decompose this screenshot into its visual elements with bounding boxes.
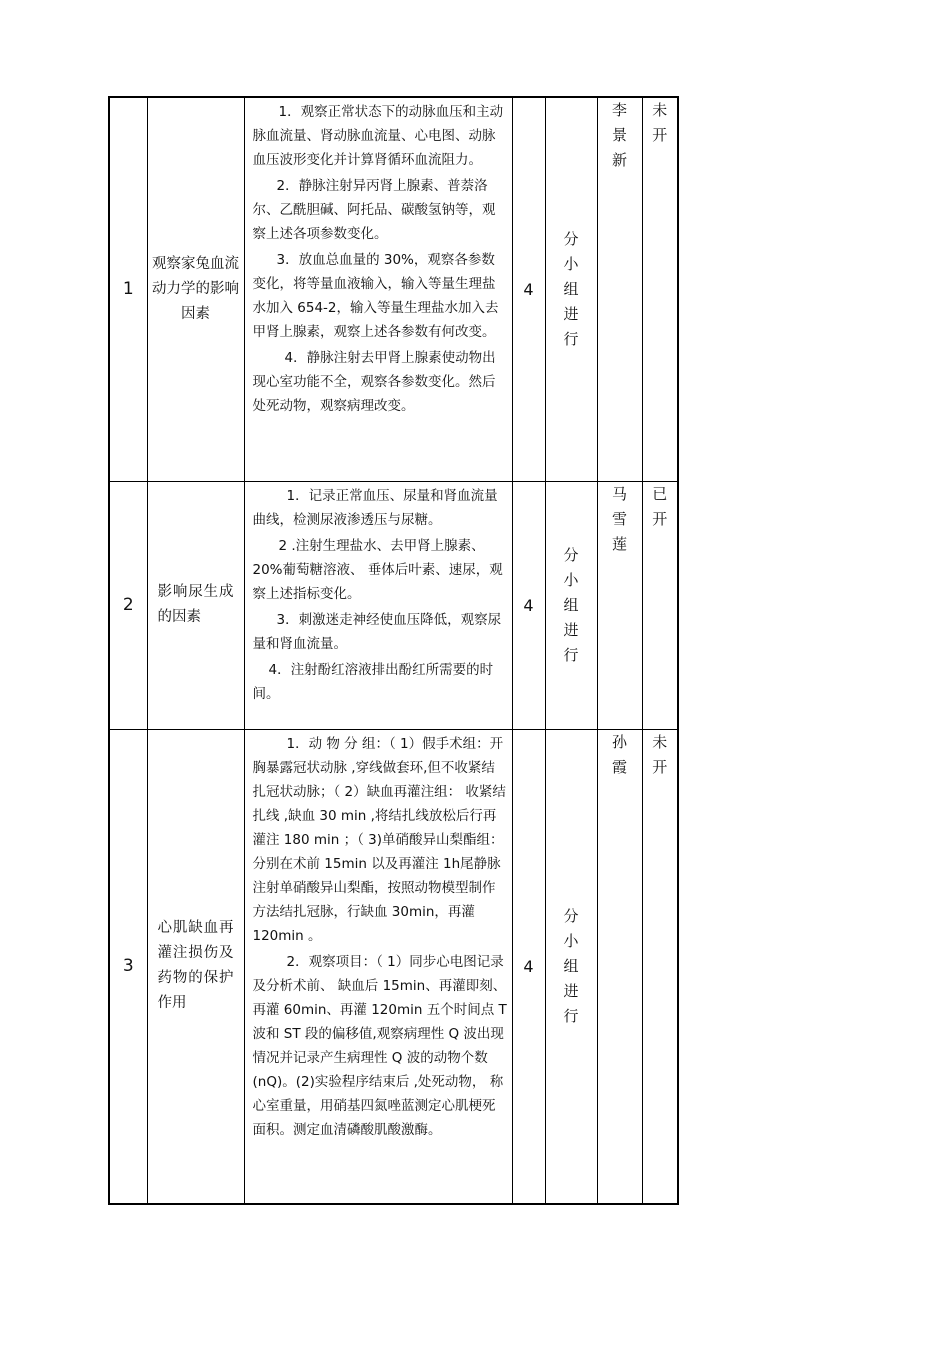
teacher-char: 孙 bbox=[611, 732, 627, 751]
table-row bbox=[109, 481, 678, 729]
mode-char: 分 bbox=[563, 229, 579, 248]
status-char: 未 bbox=[652, 732, 668, 751]
row-number: 1 bbox=[109, 97, 147, 481]
class-hours: 4 bbox=[512, 97, 545, 481]
row-number: 3 bbox=[109, 729, 147, 1204]
class-hours: 4 bbox=[512, 729, 545, 1204]
mode-char: 行 bbox=[563, 1006, 579, 1025]
mode-char: 组 bbox=[563, 595, 579, 614]
row-number: 2 bbox=[109, 481, 147, 729]
experiment-name: 影响尿生成的因素 bbox=[147, 481, 244, 729]
mode-char: 行 bbox=[563, 645, 579, 664]
experiment-content bbox=[244, 729, 512, 1204]
content-paragraph: 1．观察正常状态下的动脉血压和主动脉血流量、肾动脉血流量、心电图、动脉血压波形变化并计算肾循环血流阻力。 bbox=[252, 104, 504, 168]
content-paragraph: 3．刺激迷走神经使血压降低，观察尿量和肾血流量。 bbox=[252, 611, 502, 652]
teacher-char: 景 bbox=[611, 126, 627, 144]
content-paragraph: 2．静脉注射异丙肾上腺素、普萘洛尔、乙酰胆碱、阿托品、碳酸氢钠等，观察上述各项参数变化。 bbox=[252, 178, 496, 242]
mode-char: 行 bbox=[563, 329, 579, 348]
experiment-content bbox=[244, 97, 512, 481]
teacher-char: 新 bbox=[611, 151, 627, 169]
content-paragraph: 3．放血总血量的 30%，观察各参数变化，将等量血液输入，输入等量生理盐水加入 654-2，输入等量生理盐水加入去甲肾上腺素，观察上述各参数有何改变。 bbox=[252, 252, 499, 340]
mode-char: 小 bbox=[563, 254, 579, 273]
status bbox=[642, 729, 678, 1204]
experiment-name: 观察家兔血流动力学的影响因素 bbox=[147, 97, 244, 481]
teacher-char: 马 bbox=[611, 484, 627, 503]
mode-char: 分 bbox=[563, 906, 579, 925]
status-char: 已 bbox=[652, 484, 668, 503]
experiment-content bbox=[244, 481, 512, 729]
mode-char: 进 bbox=[563, 981, 579, 1000]
content-paragraph: 2 .注射生理盐水、去甲肾上腺素、20%葡萄糖溶液、 垂体后叶素、速尿，观察上述指标变化。 bbox=[252, 537, 503, 602]
class-hours: 4 bbox=[512, 481, 545, 729]
teacher-name bbox=[597, 97, 642, 481]
group-mode bbox=[545, 729, 597, 1204]
status bbox=[642, 97, 678, 481]
content-paragraph: 1．动 物 分 组：（ 1）假手术组：开胸暴露冠状动脉 ,穿线做套环,但不收紧结扎冠状动脉；（ 2）缺血再灌注组： 收紧结扎线 ,缺血 30 min ,将结扎线放松后行再灌注 180 min ；（ 3)单硝酸异山梨酯组：分别在术前 15min 以及再灌注 1h尾静脉注射单硝酸异山梨酯，按照动物模型制作方法结扎冠脉，行缺血 30min，再灌 120min 。 bbox=[252, 735, 506, 944]
status-char: 开 bbox=[652, 757, 668, 776]
group-mode bbox=[545, 481, 597, 729]
content-paragraph: 4．静脉注射去甲肾上腺素使动物出现心室功能不全，观察各参数变化。然后处死动物，观察病理改变。 bbox=[252, 350, 496, 414]
teacher-char: 霞 bbox=[611, 757, 627, 776]
teacher-char: 莲 bbox=[611, 534, 627, 553]
content-paragraph: 1．记录正常血压、尿量和肾血流量曲线，检测尿液渗透压与尿糖。 bbox=[252, 487, 498, 528]
teacher-char: 雪 bbox=[611, 509, 627, 528]
status-char: 开 bbox=[652, 126, 668, 144]
experiment-name: 心肌缺血再灌注损伤及药物的保护作用 bbox=[147, 729, 244, 1204]
status-char: 未 bbox=[652, 101, 668, 119]
mode-char: 组 bbox=[563, 956, 579, 975]
teacher-name bbox=[597, 481, 642, 729]
mode-char: 小 bbox=[563, 931, 579, 950]
table-row bbox=[109, 97, 678, 481]
teacher-name bbox=[597, 729, 642, 1204]
content-paragraph: 4．注射酚红溶液排出酚红所需要的时间。 bbox=[252, 661, 494, 702]
status bbox=[642, 481, 678, 729]
table-row bbox=[109, 729, 678, 1204]
content-paragraph: 2．观察项目：（ 1）同步心电图记录及分析术前、 缺血后 15min、再灌即刻、再灌 60min、再灌 120min 五个时间点 T 波和 ST 段的偏移值,观察病理性 Q 波出现情况并记录产生病理性 Q 波的动物个数 (nQ)。(2)实验程序结束后 ,处死动物， 称心室重量，用硝基四氮唑蓝测定心肌梗死面积。测定血清磷酸肌酸激酶。 bbox=[252, 953, 507, 1138]
status-char: 开 bbox=[652, 509, 668, 528]
mode-char: 进 bbox=[563, 620, 579, 639]
mode-char: 分 bbox=[563, 545, 579, 564]
teacher-char: 李 bbox=[611, 101, 627, 119]
mode-char: 组 bbox=[563, 279, 579, 298]
mode-char: 小 bbox=[563, 570, 579, 589]
experiment-table bbox=[108, 96, 679, 1205]
group-mode bbox=[545, 97, 597, 481]
mode-char: 进 bbox=[563, 304, 579, 323]
